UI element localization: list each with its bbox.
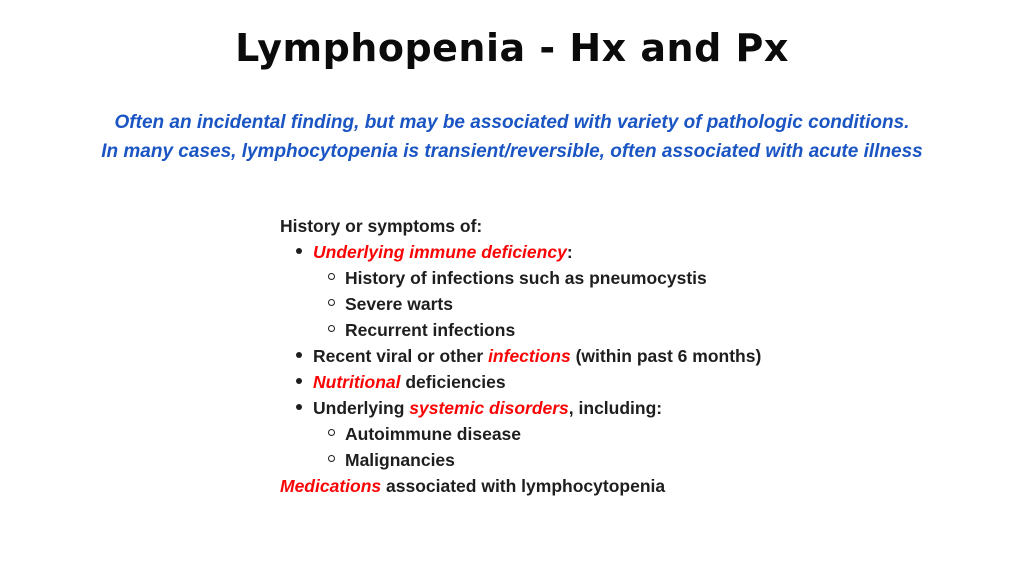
subtitle-line-2: In many cases, lymphocytopenia is transient/reversible, often associated with acute illness [101, 141, 923, 162]
plain-text: Recent viral or other [313, 346, 489, 366]
plain-text: Recurrent infections [345, 320, 516, 340]
list-item-text [313, 239, 573, 265]
list-item [280, 447, 1024, 473]
plain-text: deficiencies [400, 372, 506, 392]
list-item [280, 343, 1024, 369]
plain-text: Malignancies [345, 450, 455, 470]
plain-text: , including: [568, 398, 663, 418]
bullet-circle-icon [328, 459, 345, 466]
slide-subtitle [0, 108, 1024, 166]
plain-text: History of infections such as pneumocystis [345, 268, 707, 288]
list-item-text [345, 291, 453, 317]
bullet-circle-icon [328, 303, 345, 310]
emphasized-text: infections [488, 346, 571, 366]
list-item-text [280, 213, 482, 239]
slide-title: Lymphopenia - Hx and Px [235, 26, 789, 70]
emphasized-text: Medications [280, 476, 382, 496]
emphasized-text: systemic disorders [409, 398, 569, 418]
list-item [280, 369, 1024, 395]
bullet-circle-icon [328, 433, 345, 440]
plain-text: Severe warts [345, 294, 453, 314]
list-item-text [313, 395, 662, 421]
emphasized-text: Nutritional [313, 372, 401, 392]
list-item [280, 265, 1024, 291]
plain-text: Underlying [313, 398, 410, 418]
list-item-text [345, 421, 521, 447]
bullet-circle-icon [328, 329, 345, 336]
subtitle-line-1: Often an incidental finding, but may be associated with variety of pathologic conditions. [114, 112, 910, 133]
list-item [280, 291, 1024, 317]
list-item [280, 421, 1024, 447]
plain-text: : [566, 242, 573, 262]
bullet-disc-icon [296, 382, 313, 388]
list-item [280, 239, 1024, 265]
list-item [280, 473, 1024, 499]
list-item-text [345, 265, 707, 291]
list-item [280, 317, 1024, 343]
plain-text: associated with lymphocytopenia [381, 476, 666, 496]
list-item-text [313, 343, 761, 369]
plain-text: (within past 6 months) [570, 346, 762, 366]
emphasized-text: Underlying immune deficiency [313, 242, 567, 262]
list-item-text [313, 369, 506, 395]
bullet-disc-icon [296, 252, 313, 258]
plain-text: Autoimmune disease [345, 424, 522, 444]
list-item-text [345, 447, 455, 473]
bullet-circle-icon [328, 277, 345, 284]
list-item-text [345, 317, 515, 343]
list-item [280, 213, 1024, 239]
list-item-text [280, 473, 665, 499]
bullet-disc-icon [296, 356, 313, 362]
list-item [280, 395, 1024, 421]
plain-text: History or symptoms of: [280, 216, 483, 236]
history-list [280, 213, 1024, 499]
bullet-disc-icon [296, 408, 313, 414]
